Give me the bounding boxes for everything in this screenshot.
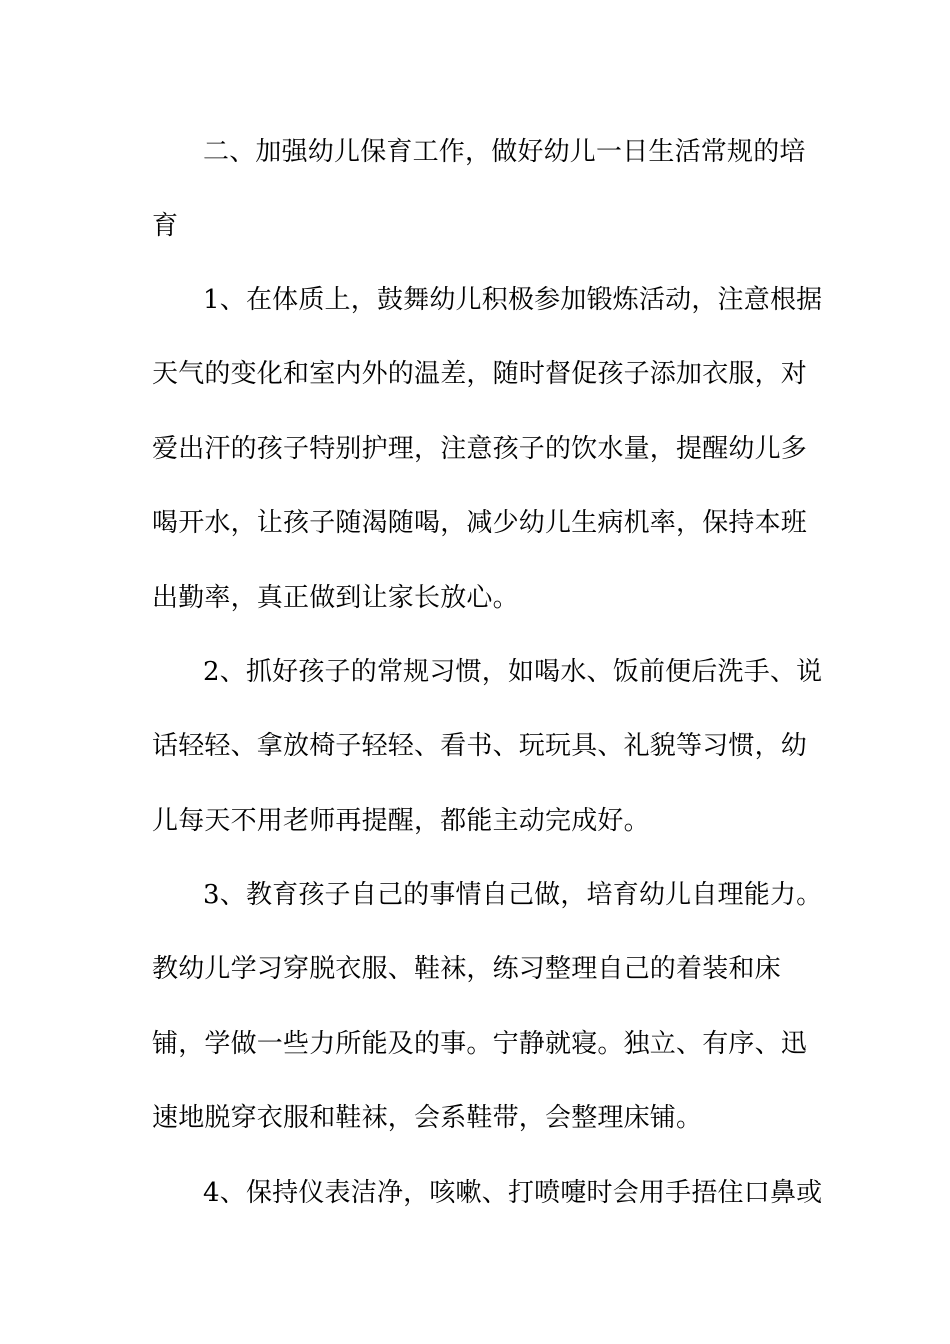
paragraph-3-line-1: 3、教育孩子自己的事情自己做，培育幼儿自理能力。	[203, 880, 823, 910]
section-heading-line-1: 二、加强幼儿保育工作，做好幼儿一日生活常规的培	[203, 137, 806, 167]
section-heading-line-2: 育	[152, 211, 179, 241]
paragraph-1-line-2: 天气的变化和室内外的温差，随时督促孩子添加衣服，对	[152, 359, 808, 389]
paragraph-2-line-3: 儿每天不用老师再提醒，都能主动完成好。	[152, 806, 650, 836]
paragraph-2-line-2: 话轻轻、拿放椅子轻轻、看书、玩玩具、礼貌等习惯，幼	[152, 731, 808, 761]
paragraph-3-line-2: 教幼儿学习穿脱衣服、鞋袜，练习整理自己的着装和床	[152, 954, 781, 984]
paragraph-2-line-1: 2、抓好孩子的常规习惯，如喝水、饭前便后洗手、说	[203, 657, 823, 687]
paragraph-1-line-4: 喝开水，让孩子随渴随喝，减少幼儿生病机率，保持本班	[152, 508, 808, 538]
paragraph-4-line-1: 4、保持仪表洁净，咳嗽、打喷嚏时会用手捂住口鼻或	[203, 1178, 823, 1208]
paragraph-3-line-3: 铺，学做一些力所能及的事。宁静就寝。独立、有序、迅	[152, 1029, 808, 1059]
paragraph-1-line-3: 爱出汗的孩子特别护理，注意孩子的饮水量，提醒幼儿多	[152, 434, 808, 464]
paragraph-1-line-1: 1、在体质上，鼓舞幼儿积极参加锻炼活动，注意根据	[203, 285, 823, 315]
paragraph-1-line-5: 出勤率，真正做到让家长放心。	[152, 583, 519, 613]
paragraph-3-line-4: 速地脱穿衣服和鞋袜，会系鞋带，会整理床铺。	[152, 1103, 703, 1133]
